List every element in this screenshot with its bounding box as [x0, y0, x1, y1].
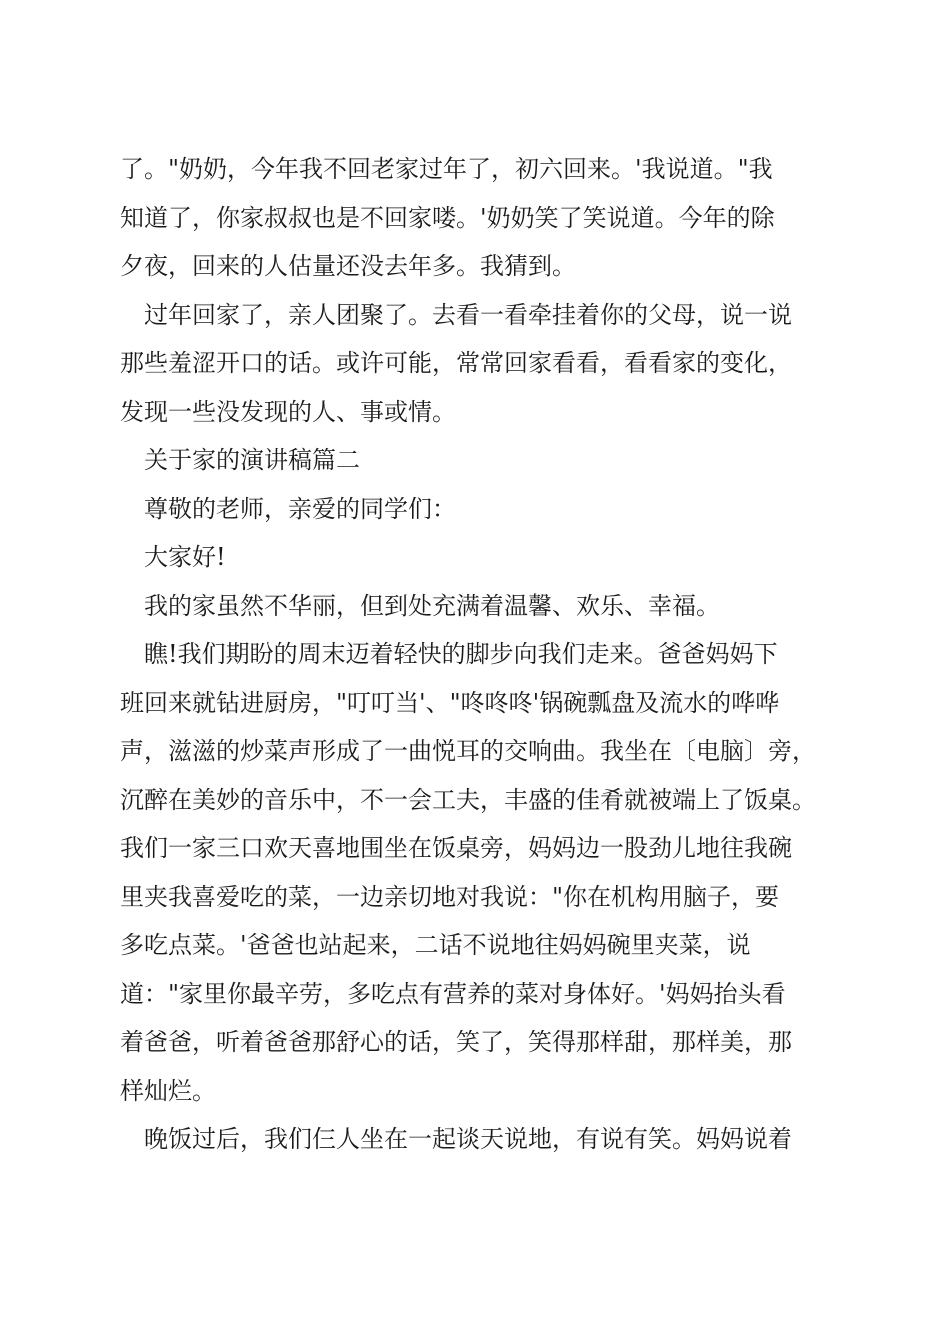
text-line: 过年回家了，亲人团聚了。去看一看牵挂着你的父母，说一说 — [144, 300, 792, 329]
text-line: 了。"奶奶，今年我不回老家过年了，初六回来。'我说道。"我 — [120, 155, 773, 183]
text-line: 我们一家三口欢天喜地围坐在饭桌旁，妈妈边一股劲儿地往我碗 — [120, 834, 792, 862]
text-line: 里夹我喜爱吃的菜，一边亲切地对我说："你在机构用脑子，要 — [120, 882, 780, 911]
text-line: 沉醉在美妙的音乐中，不一会工夫，丰盛的佳肴就被端上了饭桌。 — [120, 785, 816, 814]
text-line: 晚饭过后，我们仨人坐在一起谈天说地，有说有笑。妈妈说着 — [144, 1125, 792, 1153]
text-line: 瞧!我们期盼的周末迈着轻快的脚步向我们走来。爸爸妈妈下 — [144, 640, 778, 668]
text-line: 发现一些没发现的人、事或情。 — [120, 397, 456, 426]
text-line: 夕夜，回来的人估量还没去年多。我猜到。 — [120, 252, 576, 280]
text-line: 声，滋滋的炒菜声形成了一曲悦耳的交响曲。我坐在〔电脑〕旁， — [120, 737, 816, 765]
greeting: 大家好! — [144, 543, 226, 571]
text-line: 道："家里你最辛劳，多吃点有营养的菜对身体好。'妈妈抬头看 — [120, 979, 786, 1008]
text-line: 样灿烂。 — [120, 1076, 216, 1105]
text-line: 知道了，你家叔叔也是不回家喽。'奶奶笑了笑说道。今年的除 — [120, 203, 775, 232]
text-line: 着爸爸，听着爸爸那舒心的话，笑了，笑得那样甜，那样美，那 — [120, 1028, 792, 1056]
text-line: 班回来就钻进厨房，"叮叮当'、"咚咚咚'锅碗瓢盘及流水的哗哗 — [120, 688, 780, 717]
salutation: 尊敬的老师，亲爱的同学们： — [144, 494, 456, 523]
text-line: 多吃点菜。'爸爸也站起来，二话不说地往妈妈碗里夹菜，说 — [120, 931, 751, 959]
text-line: 我的家虽然不华丽，但到处充满着温馨、欢乐、幸福。 — [144, 591, 720, 620]
text-line: 那些羞涩开口的话。或许可能，常常回家看看，看看家的变化， — [120, 349, 792, 377]
section-heading: 关于家的演讲稿篇二 — [144, 446, 360, 474]
speech-text-body — [120, 145, 840, 1164]
